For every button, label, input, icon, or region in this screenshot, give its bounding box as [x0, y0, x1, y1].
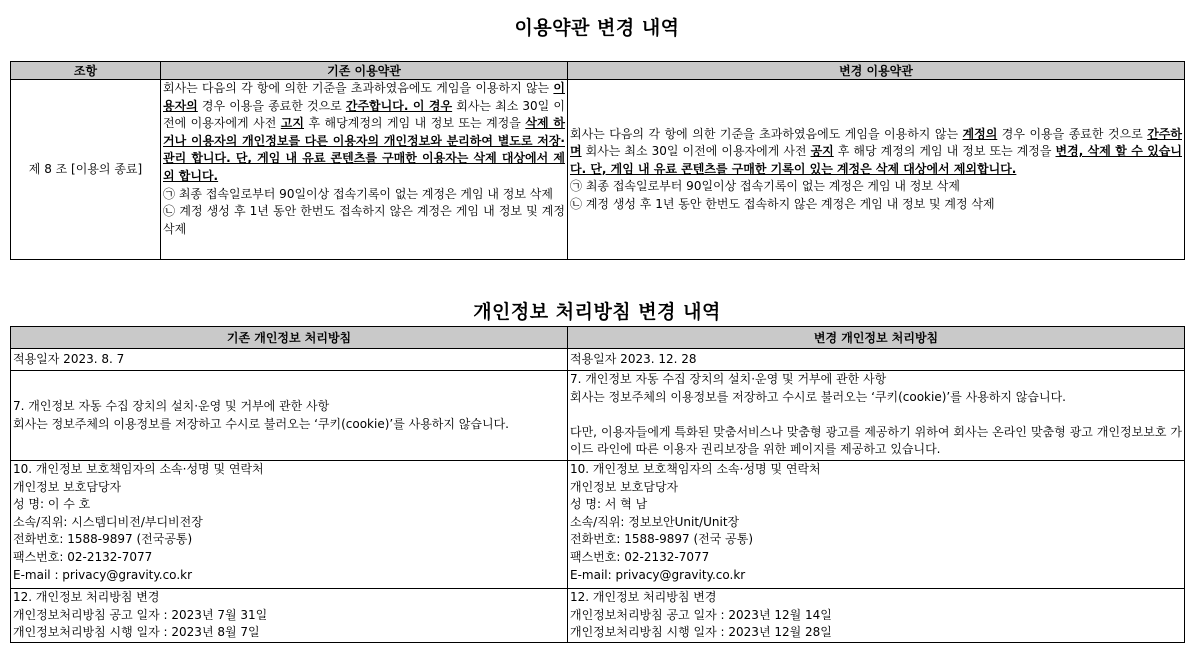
- old-officer-email: E-mail : privacy@gravity.co.kr: [13, 567, 193, 582]
- old-officer-line: 개인정보 보호담당자: [13, 479, 122, 494]
- new-officer-line: 성 명: 서 혁 남: [570, 497, 648, 512]
- old-terms-text: 후 해당계정의 게임 내 정보 또는 계정을: [303, 116, 526, 131]
- old-change-line: 개인정보처리방침 공고 일자 : 2023년 7월 31일: [13, 607, 268, 622]
- terms-header-old: 기존 이용약관: [161, 62, 568, 80]
- old-terms-item-1: ㉠ 최종 접속일로부터 90일이상 접속기록이 없는 계정은 게임 내 정보 삭제: [163, 186, 553, 201]
- new-cookie-extra: 다만, 이용자들에게 특화된 맞춤서비스나 맞춤형 광고를 제공하기 위하여 회사는 온라인 맞춤형 광고 개인정보보호 가이드 라인에 따른 이용자 권리보장을 위한 페이지를 제공하고 있습니다.: [570, 424, 1182, 457]
- new-terms-text: 경우 이용을 종료한 것으로: [997, 126, 1148, 141]
- old-terms-emph: 간주합니다. 이 경우: [345, 98, 453, 113]
- old-date-cell: [11, 349, 568, 371]
- old-terms-emph: 삭제 하거나 이용자의 개인정보를 다른 이용자의 개인정보와 분리하여 별도로 저장·관리 합니다. 단, 게임 내 유료 콘텐츠를 구매한 이용자는 삭제 대상에서 제외 합니다.: [163, 116, 565, 183]
- new-officer-line: 10. 개인정보 보호책임자의 소속·성명 및 연락처: [570, 462, 821, 476]
- new-change-line: 개인정보처리방침 시행 일자 : 2023년 12월 28일: [570, 625, 832, 640]
- privacy-title: 개인정보 처리방침 변경 내역: [473, 301, 721, 323]
- old-officer-line: 전화번호: 1588-9897 (전국공통): [13, 532, 193, 547]
- new-date-cell: [568, 349, 1185, 371]
- old-officer-line: 팩스번호: 02-2132-7077: [13, 549, 153, 564]
- clause-cell: 제 8 조 [이용의 종료]: [11, 80, 161, 260]
- new-terms-text: 후 해당 계정의 게임 내 정보 또는 계정을: [833, 144, 1056, 159]
- new-terms-emph: 간주하며: [570, 126, 1182, 159]
- old-change-cell: [11, 589, 568, 643]
- new-terms-cell: [568, 80, 1185, 260]
- terms-title: 이용약관 변경 내역: [514, 17, 680, 39]
- new-change-cell: [568, 589, 1185, 643]
- new-officer-line: 팩스번호: 02-2132-7077: [570, 549, 710, 564]
- privacy-header-old: 기존 개인정보 처리방침: [11, 327, 568, 349]
- terms-header-new: 변경 이용약관: [568, 62, 1185, 80]
- new-cookie-cell: [568, 371, 1185, 461]
- new-cookie-text: 회사는 정보주체의 이용정보를 저장하고 수시로 불러오는 ‘쿠키(cookie)’를 사용하지 않습니다.: [570, 389, 1066, 404]
- old-change-line: 개인정보처리방침 시행 일자 : 2023년 8월 7일: [13, 625, 260, 640]
- old-officer-line: 성 명: 이 수 호: [13, 497, 91, 512]
- old-terms-cell: [161, 80, 568, 260]
- new-officer-line: 개인정보 보호담당자: [570, 479, 679, 494]
- new-terms-emph: 계정의: [962, 126, 998, 141]
- new-change-line: 개인정보처리방침 공고 일자 : 2023년 12월 14일: [570, 607, 832, 622]
- new-terms-text: 회사는 최소 30일 이전에 이용자에게 사전: [581, 144, 811, 159]
- new-terms-text: 회사는 다음의 각 항에 의한 기준을 초과하였음에도 게임을 이용하지 않는: [570, 126, 963, 141]
- terms-header-clause: 조항: [11, 62, 161, 80]
- new-terms-item-1: ㉠ 최종 접속일로부터 90일이상 접속기록이 없는 계정은 게임 내 정보 삭제: [570, 179, 960, 194]
- old-cookie-cell: [11, 371, 568, 461]
- new-change-line: 12. 개인정보 처리방침 변경: [570, 590, 717, 604]
- old-terms-text: 회사는 다음의 각 항에 의한 기준을 초과하였음에도 게임을 이용하지 않는: [163, 81, 554, 95]
- old-cookie-heading: 7. 개인정보 자동 수집 장치의 설치·운영 및 거부에 관한 사항: [13, 398, 330, 413]
- old-change-line: 12. 개인정보 처리방침 변경: [13, 590, 160, 604]
- new-terms-body: [570, 126, 1182, 179]
- old-terms-emph: 이용자의: [163, 81, 565, 113]
- new-cookie-heading: 7. 개인정보 자동 수집 장치의 설치·운영 및 거부에 관한 사항: [570, 372, 887, 386]
- new-effective-date: 적용일자 2023. 12. 28: [570, 351, 697, 366]
- old-officer-line: 소속/직위: 시스템디비전/부디비전장: [13, 514, 203, 529]
- spacer: [570, 406, 1182, 424]
- new-officer-email: E-mail: privacy@gravity.co.kr: [570, 567, 746, 582]
- new-officer-cell: [568, 461, 1185, 589]
- old-officer-cell: [11, 461, 568, 589]
- old-terms-item-2: ㉡ 계정 생성 후 1년 동안 한번도 접속하지 않은 계정은 게임 내 정보 및 계정 삭제: [163, 204, 565, 236]
- old-terms-body: [163, 80, 565, 186]
- old-effective-date: 적용일자 2023. 8. 7: [13, 351, 125, 366]
- new-terms-emph: 공지: [810, 144, 834, 159]
- new-officer-line: 소속/직위: 정보보안Unit/Unit장: [570, 514, 740, 529]
- new-officer-line: 전화번호: 1588-9897 (전국 공통): [570, 532, 753, 547]
- terms-table: [10, 61, 1185, 260]
- new-terms-emph: 변경, 삭제 할 수 있습니다. 단, 게임 내 유료 콘텐츠를 구매한 기록이 있는 계정은 삭제 대상에서 제외합니다.: [570, 144, 1182, 176]
- privacy-table: [10, 326, 1185, 643]
- old-terms-emph: 고지: [280, 116, 304, 131]
- old-cookie-text: 회사는 정보주체의 이용정보를 저장하고 수시로 불러오는 ‘쿠키(cookie)’를 사용하지 않습니다.: [13, 416, 509, 431]
- privacy-header-new: 변경 개인정보 처리방침: [568, 327, 1185, 349]
- new-terms-item-2: ㉡ 계정 생성 후 1년 동안 한번도 접속하지 않은 계정은 게임 내 정보 및 계정 삭제: [570, 196, 995, 211]
- old-terms-text: 회사는 최소 30일 이전에 이용자에게 사전: [163, 98, 565, 131]
- old-officer-line: 10. 개인정보 보호책임자의 소속·성명 및 연락처: [13, 462, 264, 476]
- old-terms-text: 경우 이용을 종료한 것으로: [197, 98, 346, 113]
